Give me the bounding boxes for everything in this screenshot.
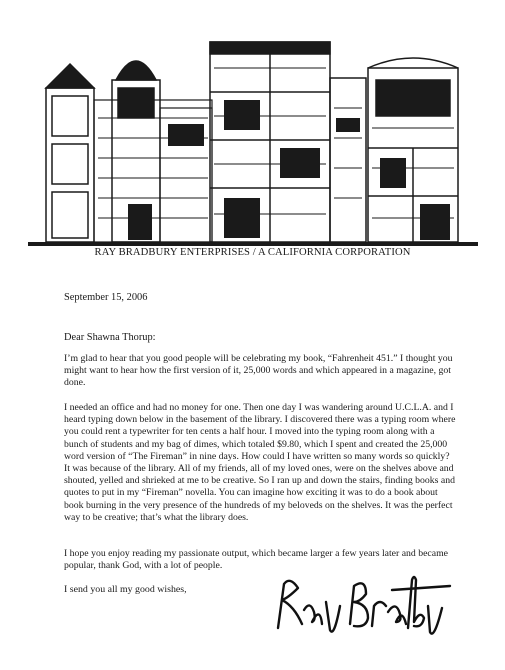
building-illustration [28,28,478,254]
salutation: Dear Shawna Thorup: [64,332,156,343]
paragraph-3: I hope you enjoy reading my passionate output, which became larger a few years later and became popular, thank God, with a lot of people. [64,548,448,572]
company-name: RAY BRADBURY ENTERPRISES / A CALIFORNIA CORPORATION [94,247,411,258]
paragraph-1: I’m glad to hear that you good people will be celebrating my book, “Fahrenheit 451.” I thought you might want to hear how the first version of it, 25,000 words and which appeared in a magazine, got done. [64,353,453,389]
closing: I send you all my good wishes, [64,584,187,595]
paragraph-2: I needed an office and had no money for one. Then one day I was wandering around U.C.L.A. and I heard typing down below in the basement of the library. I discovered there was a typing room where you could rent a typewriter for ten cents a half hour. I moved into the typing room along with a bunch of students and my bag of dimes, which totaled $9.80, which I spent and created the 25,000 word version of “The Fireman” in nine days. How could I have written so many words so quickly? It was because of the library. All of my friends, all of my loved ones, were on the shelves above and shouted, yelled and shrieked at me to be creative. So I ran up and down the stairs, finding books and quotes to put in my “Fireman” novella. You can imagine how exciting it was to do a book about book burning in the very presence of the hundreds of my beloveds on the shelves. It was the perfect way to be creative; that’s what the library does. [64,402,456,523]
signature [268,566,454,644]
letter-date: September 15, 2006 [64,292,148,303]
